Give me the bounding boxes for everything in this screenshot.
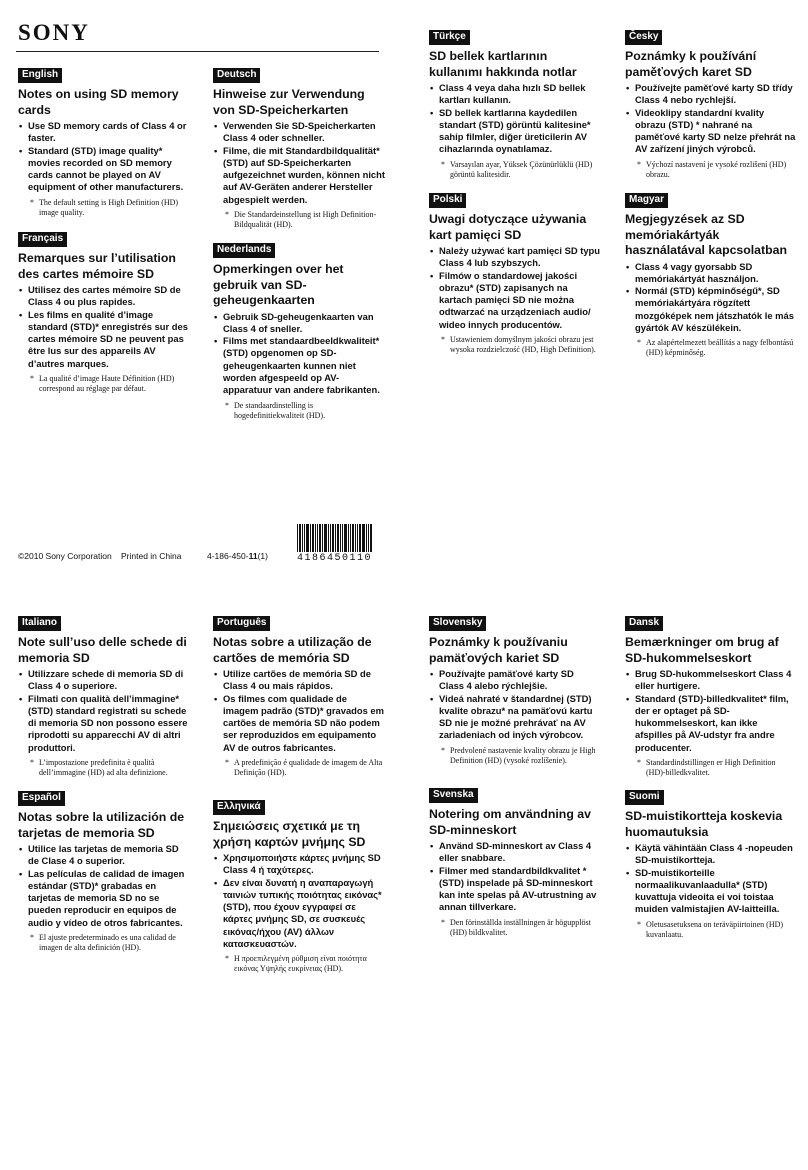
footnote: * Az alapértelmezett beállítás a nagy felbontású (HD) képminőség. (637, 338, 794, 358)
section-turkce (429, 26, 601, 180)
list-item: • Filmów o standardowej jakości obrazu* (STD) zapisanych na kartach pamięci SD nie można odtwarzać na urządzeniach audio/ wideo innych producentów. (429, 270, 601, 331)
list-item: • SD bellek kartlarına kaydedilen standart (STD) görüntü kalitesine* sahip filmler, diğer üreticilerin AV cihazlarında oynatılamaz. (429, 107, 601, 156)
header-rule (16, 51, 379, 52)
language-tag: Česky (625, 30, 662, 45)
note-list (213, 668, 385, 754)
language-tag: English (18, 68, 62, 83)
barcode-bar (310, 524, 311, 552)
barcode-bar (337, 524, 339, 552)
section-title: Σημειώσεις σχετικά με τη χρήση καρτών μνήμης SD (213, 819, 366, 849)
language-tag: Italiano (18, 616, 61, 631)
list-item: • Brug SD-hukommelseskort Class 4 eller hurtigere. (625, 668, 797, 693)
barcode-bar (299, 524, 301, 552)
part-number-suffix: (1) (257, 551, 268, 561)
footnote: * L’impostazione predefinita è qualità dell’immagine (HD) ad alta definizione. (30, 758, 168, 778)
note-list (213, 311, 385, 397)
barcode-bar (324, 524, 327, 552)
list-item: • Utilisez des cartes mémoire SD de Class 4 ou plus rapides. (18, 284, 188, 309)
barcode-bar (317, 524, 318, 552)
barcode-bar (302, 524, 303, 552)
footnote-text: Výchozí nastavení je vysoké rozlišení (HD) obrazu. (646, 159, 787, 179)
section-title: Megjegyzések az SD memóriakártyák használatával kapcsolatban (625, 212, 787, 257)
section-cesky (625, 26, 797, 180)
barcode-bar (359, 524, 361, 552)
section-svenska (429, 784, 601, 938)
list-item: • Os filmes com qualidade de imagem padrão (STD)* gravados em cartões de memória SD não podem ser reproduzidos em equipamento AV de outros fabricantes. (213, 693, 385, 754)
barcode-bar (328, 524, 329, 552)
barcode-bar (312, 524, 314, 552)
section-title: Poznámky k používání paměťových karet SD (625, 49, 757, 79)
footnote-text: Standardindstillingen er High Definition (HD)-billedkvalitet. (646, 758, 776, 778)
footnote-text: L’impostazione predefinita è qualità dell’immagine (HD) ad alta definizione. (39, 758, 168, 778)
footnote: * De standaardinstelling is hogedefinitiekwaliteit (HD). (225, 400, 326, 420)
barcode-bar (322, 524, 323, 552)
note-list (213, 120, 385, 206)
list-item: • Utilize cartões de memória SD de Class 4 ou mais rápidos. (213, 668, 385, 693)
barcode-bar (355, 524, 356, 552)
footnote: * La qualité d’image Haute Définition (HD) correspond au réglage par défaut. (30, 374, 175, 394)
list-item: • Standard (STD)-billedkvalitet* film, der er optaget på SD-hukommelseskort, kan ikke afspilles på AV-udstyr fra andre producenter. (625, 693, 797, 754)
part-number (207, 551, 268, 561)
language-tag: Türkçe (429, 30, 470, 45)
barcode-bar (315, 524, 316, 552)
footnote-text: Ustawieniem domyślnym jakości obrazu jest wysoka rozdzielczość (HD, High Definition). (450, 335, 596, 355)
note-list (18, 843, 188, 929)
footnote-text: Die Standardeinstellung ist High Definition-Bildqualität (HD). (234, 210, 377, 230)
note-list (18, 668, 188, 754)
language-tag: Dansk (625, 616, 663, 631)
list-item: • Class 4 vagy gyorsabb SD memóriakártyát használjon. (625, 261, 797, 286)
section-polski (429, 189, 601, 355)
section-english (18, 64, 188, 218)
footnote: * A predefinição é qualidade de imagem de Alta Definição (HD). (225, 758, 383, 778)
language-tag: Ελληνικά (213, 800, 265, 815)
barcode-bar (357, 524, 358, 552)
language-tag: Slovensky (429, 616, 486, 631)
footnote-text: Oletusasetuksena on teräväpiirtoinen (HD) kuvanlaatu. (646, 919, 784, 939)
barcode-number: 4186450110 (297, 553, 373, 564)
language-tag: Nederlands (213, 243, 275, 258)
list-item: • Χρησιμοποιήστε κάρτες μνήμης SD Class 4 ή ταχύτερες. (213, 852, 385, 877)
footnote: * Den förinställda inställningen är högupplöst (HD) bildkvalitet. (441, 917, 591, 937)
note-list (429, 840, 601, 914)
barcode-bars (297, 524, 377, 552)
note-list (429, 245, 601, 331)
list-item: • Normál (STD) képminőségű*, SD memóriakártyára rögzített mozgóképek nem játszhatók le más gyártók AV készülékein. (625, 285, 797, 334)
printed-in: Printed in China (121, 551, 182, 561)
note-list (213, 852, 385, 950)
section-title: Notas sobre a utilização de cartões de memória SD (213, 635, 372, 665)
note-list (625, 842, 797, 916)
list-item: • Filme, die mit Standardbildqualität* (STD) auf SD-Speicherkarten aufgezeichnet wurden, können nicht auf AV-Geräten anderer Hersteller abgespielt werden. (213, 145, 385, 206)
note-list (625, 668, 797, 754)
section-title: Notering om användning av SD-minneskort (429, 807, 591, 837)
barcode-bar (319, 524, 321, 552)
section-title: Hinweise zur Verwendung von SD-Speicherkarten (213, 87, 365, 117)
section-title: SD bellek kartlarının kullanımı hakkında notlar (429, 49, 577, 79)
list-item: • Utilice las tarjetas de memoria SD de Clase 4 o superior. (18, 843, 188, 868)
barcode-bar (350, 524, 351, 552)
section-ellinika (213, 796, 385, 974)
note-list (625, 82, 797, 156)
list-item: • Use SD memory cards of Class 4 or faster. (18, 120, 188, 145)
footnote-text: Az alapértelmezett beállítás a nagy felbontású (HD) képminőség. (646, 338, 794, 358)
footnote: * Die Standardeinstellung ist High Definition-Bildqualität (HD). (225, 210, 377, 230)
section-title: Notes on using SD memory cards (18, 87, 179, 117)
list-item: • Standard (STD) image quality* movies recorded on SD memory cards cannot be played on AV equipment of other manufacturers. (18, 145, 188, 194)
barcode-bar (370, 524, 372, 552)
note-list (18, 120, 188, 194)
section-nederlands (213, 239, 385, 421)
footnote-text: Predvolené nastavenie kvality obrazu je High Definition (HD) (vysoké rozlíšenie). (450, 745, 596, 765)
barcode-bar (352, 524, 354, 552)
footnote-text: A predefinição é qualidade de imagem de Alta Definição (HD). (234, 758, 383, 778)
barcode-bar (306, 524, 309, 552)
barcode-bar (344, 524, 347, 552)
list-item: • Videá nahraté v štandardnej (STD) kvalite obrazu* na pamäťovú kartu SD nie je možné prehrávať na AV zariadeniach od iných výrobcov. (429, 693, 601, 742)
list-item: • Använd SD-minneskort av Class 4 eller snabbare. (429, 840, 601, 865)
list-item: • Należy używać kart pamięci SD typu Class 4 lub szybszych. (429, 245, 601, 270)
section-italiano (18, 612, 188, 778)
section-portugues (213, 612, 385, 778)
language-tag: Svenska (429, 788, 478, 803)
note-list (18, 284, 188, 370)
list-item: • Las películas de calidad de imagen estándar (STD)* grabadas en tarjetas de memoria SD no se pueden reproducir en equipos de audio y vídeo de otros fabricantes. (18, 868, 188, 929)
note-list (625, 261, 797, 335)
footnote: * El ajuste predeterminado es una calidad de imagen de alta definición (HD). (30, 933, 176, 953)
footnote: * The default setting is High Definition (HD) image quality. (30, 197, 179, 217)
list-item: • Δεν είναι δυνατή η αναπαραγωγή ταινιών τυπικής ποιότητας εικόνας* (STD), που έχουν εγγραφεί σε κάρτες μνήμης SD, σε συσκευές εικόνας/ήχου (AV) άλλων κατασκευαστών. (213, 877, 385, 951)
part-number-edition: 11 (248, 551, 258, 561)
footnote-text: Η προεπιλεγμένη ρύθμιση είναι ποιότητα εικόνας Υψηλής ευκρίνειας (HD). (234, 954, 367, 974)
barcode-bar (342, 524, 343, 552)
section-title: Remarques sur l’utilisation des cartes mémoire SD (18, 251, 176, 281)
section-title: SD-muistikortteja koskevia huomautuksia (625, 809, 783, 839)
note-list (429, 82, 601, 156)
list-item: • Filmer med standardbildkvalitet * (STD) inspelade på SD-minneskort kan inte spelas på AV-utrustning av annan tillverkare. (429, 865, 601, 914)
footnote-text: The default setting is High Definition (HD) image quality. (39, 197, 179, 217)
note-list (429, 668, 601, 742)
barcode-bar (332, 524, 334, 552)
barcode-bar (330, 524, 331, 552)
section-espanol (18, 787, 188, 953)
footnote: * Ustawieniem domyślnym jakości obrazu jest wysoka rozdzielczość (HD, High Definition). (441, 335, 596, 355)
section-suomi (625, 786, 797, 940)
language-tag: Magyar (625, 193, 668, 208)
list-item: • SD-muistikorteille normaalikuvanlaadulla* (STD) kuvattuja videoita ei voi toistaa muiden valmistajien AV-laitteilla. (625, 867, 797, 916)
section-deutsch (213, 64, 385, 230)
barcode-bar (368, 524, 369, 552)
list-item: • Používajte pamäťové karty SD Class 4 alebo rýchlejšie. (429, 668, 601, 693)
footnote-text: De standaardinstelling is hogedefinitiekwaliteit (HD). (234, 400, 326, 420)
sony-logo: SONY (18, 20, 90, 45)
section-magyar (625, 189, 797, 358)
barcode (297, 524, 377, 564)
language-tag: Português (213, 616, 270, 631)
language-tag: Polski (429, 193, 466, 208)
footnote-text: Varsayılan ayar, Yüksek Çözünürlüklü (HD) görüntü kalitesidir. (450, 159, 593, 179)
section-title: Poznámky k používaniu pamäťových kariet SD (429, 635, 568, 665)
barcode-bar (304, 524, 305, 552)
list-item: • Videoklipy standardní kvality obrazu (STD) * nahrané na paměťové karty SD nelze přehrát na AV zařízení jiných výrobců. (625, 107, 797, 156)
section-francais (18, 228, 188, 394)
list-item: • Filmati con qualità dell’immagine* (STD) standard registrati su schede di memoria SD non possono essere riprodotti su apparecchi AV di altri produttori. (18, 693, 188, 754)
language-tag: Español (18, 791, 65, 806)
list-item: • Používejte paměťové karty SD třídy Class 4 nebo rychlejší. (625, 82, 797, 107)
section-title: Uwagi dotyczące używania kart pamięci SD (429, 212, 587, 242)
section-slovensky (429, 612, 601, 766)
section-title: Note sull’uso delle schede di memoria SD (18, 635, 187, 665)
barcode-bar (362, 524, 365, 552)
list-item: • Films met standaardbeeldkwaliteit* (STD) opgenomen op SD-geheugenkaarten kunnen niet worden afgespeeld op AV-apparatuur van andere fabrikanten. (213, 335, 385, 396)
footnote: * Predvolené nastavenie kvality obrazu je High Definition (HD) (vysoké rozlíšenie). (441, 745, 596, 765)
section-dansk (625, 612, 797, 778)
barcode-bar (366, 524, 367, 552)
list-item: • Class 4 veya daha hızlı SD bellek kartları kullanın. (429, 82, 601, 107)
footnote: * Výchozí nastavení je vysoké rozlišení (HD) obrazu. (637, 159, 787, 179)
section-title: Bemærkninger om brug af SD-hukommelseskort (625, 635, 779, 665)
list-item: • Utilizzare schede di memoria SD di Class 4 o superiore. (18, 668, 188, 693)
footnote-text: La qualité d’image Haute Définition (HD) correspond au réglage par défaut. (39, 374, 175, 394)
barcode-bar (340, 524, 341, 552)
copyright: ©2010 Sony Corporation (18, 551, 112, 561)
list-item: • Käytä vähintään Class 4 -nopeuden SD-muistikortteja. (625, 842, 797, 867)
barcode-bar (297, 524, 298, 552)
list-item: • Les films en qualité d’image standard (STD)* enregistrés sur des cartes mémoire SD ne peuvent pas être lus sur des appareils AV d’autres marques. (18, 309, 188, 370)
footnote: * Oletusasetuksena on teräväpiirtoinen (HD) kuvanlaatu. (637, 919, 784, 939)
list-item: • Gebruik SD-geheugenkaarten van Class 4 of sneller. (213, 311, 385, 336)
footnote: * Varsayılan ayar, Yüksek Çözünürlüklü (HD) görüntü kalitesidir. (441, 159, 593, 179)
language-tag: Suomi (625, 790, 664, 805)
section-title: Notas sobre la utilización de tarjetas de memoria SD (18, 810, 185, 840)
footnote-text: El ajuste predeterminado es una calidad de imagen de alta definición (HD). (39, 933, 176, 953)
barcode-bar (335, 524, 336, 552)
section-title: Opmerkingen over het gebruik van SD-geheugenkaarten (213, 262, 344, 307)
footnote: * Η προεπιλεγμένη ρύθμιση είναι ποιότητα εικόνας Υψηλής ευκρίνειας (HD). (225, 954, 367, 974)
footnote-text: Den förinställda inställningen är högupplöst (HD) bildkvalitet. (450, 917, 591, 937)
part-number-prefix: 4-186-450- (207, 551, 249, 561)
barcode-bar (348, 524, 349, 552)
footnote: * Standardindstillingen er High Definition (HD)-billedkvalitet. (637, 758, 776, 778)
language-tag: Deutsch (213, 68, 260, 83)
list-item: • Verwenden Sie SD-Speicherkarten Class 4 oder schneller. (213, 120, 385, 145)
language-tag: Français (18, 232, 67, 247)
